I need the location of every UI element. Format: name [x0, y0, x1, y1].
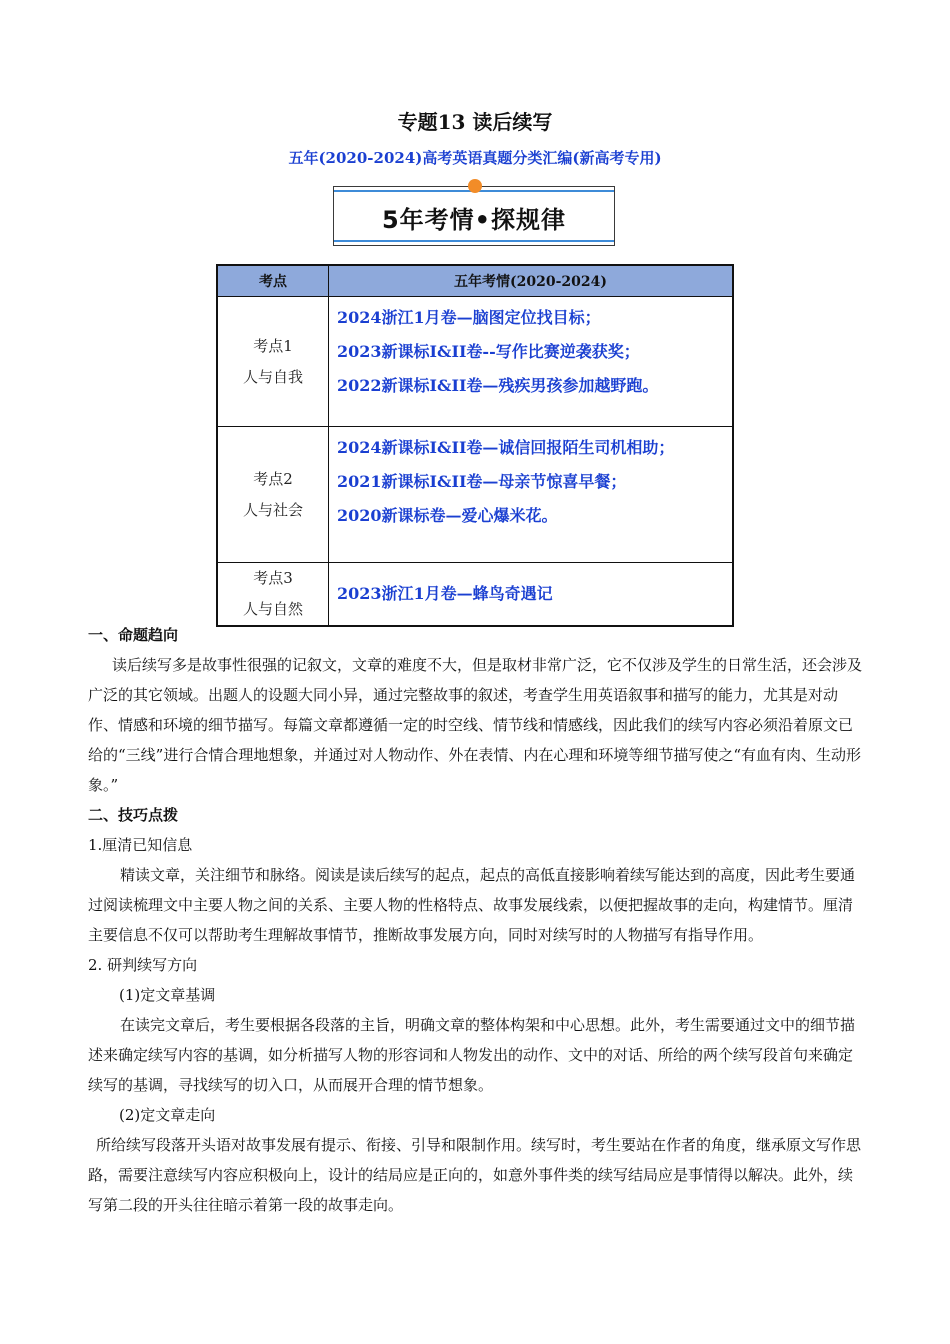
paragraph: 所给续写段落开头语对故事发展有提示、衔接、引导和限制作用。续写时，考生要站在作者的角度，继承原文写作思路，需要注意续写内容应积极向上，设计的结局应是正向的，如意外事件类的续写结局应是事情得以解决。此外，续写第二段的开头往往暗示着第一段的故事走向。	[88, 1136, 862, 1214]
paragraph: 在读完文章后，考生要根据各段落的主旨，明确文章的整体构架和中心思想。此外，考生需要通过文中的细节描述来确定续写内容的基调，如分析描写人物的形容词和人物发出的动作、文中的对话、所给的两个续写段首句来确定续写的基调，寻找续写的切入口，从而展开合理的情节想象。	[88, 1016, 856, 1094]
banner-text: 5年考情•探规律	[381, 206, 567, 234]
category-cell	[217, 563, 329, 627]
exam-point-table	[216, 264, 734, 627]
category-name: 人与社会	[242, 500, 303, 519]
exam-item: 2023新课标I&II卷--写作比赛逆袭获奖；	[337, 342, 640, 361]
subpoint-title: (1)定文章基调	[119, 986, 216, 1004]
category-number: 考点2	[253, 469, 293, 488]
category-number: 考点3	[253, 569, 293, 587]
exam-trend-banner	[333, 186, 615, 246]
items-cell	[329, 297, 734, 427]
page-subtitle: 五年(2020-2024)高考英语真题分类汇编(新高考专用)	[288, 149, 662, 167]
exam-item: 2020新课标卷—爱心爆米花。	[337, 506, 558, 525]
table-row	[217, 297, 733, 427]
exam-item: 2024新课标I&II卷—诚信回报陌生司机相助；	[337, 438, 675, 457]
table-header-cell: 考点	[217, 265, 329, 297]
table-header-row	[217, 265, 733, 297]
banner-bottom-line	[334, 240, 614, 242]
items-cell	[329, 563, 734, 627]
exam-item: 2024浙江1月卷—脑图定位找目标；	[337, 308, 601, 327]
subpoint-title: (2)定文章走向	[119, 1106, 216, 1124]
category-name: 人与自然	[242, 600, 303, 618]
exam-item: 2023浙江1月卷—蜂鸟奇遇记	[337, 584, 553, 603]
paragraph: 读后续写多是故事性很强的记叙文，文章的难度不大，但是取材非常广泛，它不仅涉及学生的日常生活，还会涉及广泛的其它领域。出题人的设题大同小异，通过完整故事的叙述，考查学生用英语叙事和描写的能力，尤其是对动作、情感和环境的细节描写。每篇文章都遵循一定的时空线、情节线和情感线，因此我们的续写内容必须沿着原文已给的“三线”进行合情合理地想象，并通过对人物动作、外在表情、内在心理和环境等细节描写使之“有血有肉、生动形象。”	[88, 656, 863, 794]
table-header-cell: 五年考情(2020-2024)	[329, 265, 734, 297]
table-row	[217, 427, 733, 563]
section-heading: 二、技巧点拨	[88, 806, 179, 824]
point-title: 1.厘清已知信息	[88, 836, 193, 854]
category-cell	[217, 427, 329, 563]
items-cell	[329, 427, 734, 563]
main-content	[88, 620, 864, 1220]
page-title: 专题13 读后续写	[397, 110, 553, 134]
section-heading: 一、命题趋向	[88, 626, 179, 644]
category-number: 考点1	[253, 336, 293, 355]
paragraph: 精读文章，关注细节和脉络。阅读是读后续写的起点，起点的高低直接影响着续写能达到的高度，因此考生要通过阅读梳理文中主要人物之间的关系、主要人物的性格特点、故事发展线索，以便把握故事的走向，构建情节。厘清主要信息不仅可以帮助考生理解故事情节，推断故事发展方向，同时对续写时的人物描写有指导作用。	[88, 866, 856, 944]
category-cell	[217, 297, 329, 427]
category-name: 人与自我	[242, 367, 303, 386]
orange-dot-icon	[468, 179, 482, 193]
exam-item: 2021新课标I&II卷—母亲节惊喜早餐；	[337, 472, 627, 491]
exam-item: 2022新课标I&II卷—残疾男孩参加越野跑。	[337, 376, 659, 395]
point-title: 2. 研判续写方向	[88, 956, 198, 974]
table-row	[217, 563, 733, 627]
